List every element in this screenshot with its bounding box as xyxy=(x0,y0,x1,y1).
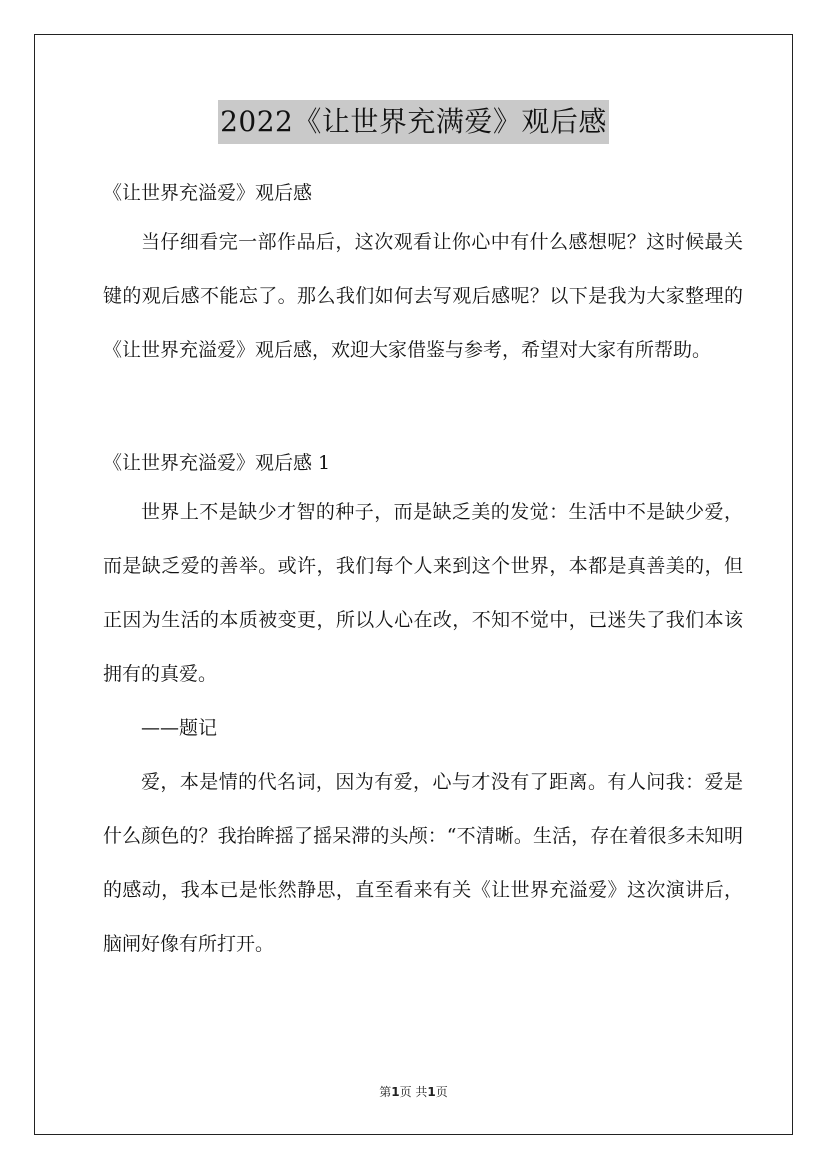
footer-page-mid: 页 共 xyxy=(399,1085,428,1099)
section1-paragraph-2: 爱，本是情的代名词，因为有爱，心与才没有了距离。有人问我：爱是什么颜色的？我抬眸摇了摇呆滞的头颅：“不清晰。生活，存在着很多未知明的感动，我本已是怅然静思，直至看来有关《让世界充溢爱》这次演讲后，脑闸好像有所打开。 xyxy=(103,771,743,955)
footer-page-number: 1 xyxy=(391,1085,400,1099)
document-body xyxy=(103,171,743,971)
intro-heading: 《让世界充溢爱》观后感 xyxy=(103,182,313,204)
blank-line xyxy=(103,377,743,431)
footer-page-total: 1 xyxy=(427,1085,436,1099)
document-title: 2022《让世界充满爱》观后感 xyxy=(218,100,609,144)
title-container xyxy=(0,100,827,144)
section1-paragraph-1: 世界上不是缺少才智的种子，而是缺乏美的发觉：生活中不是缺少爱，而是缺乏爱的善举。或许，我们每个人来到这个世界，本都是真善美的，但正因为生活的本质被变更，所以人心在改，不知不觉中，已迷失了我们本该拥有的真爱。 xyxy=(103,501,743,685)
section1-heading: 《让世界充溢爱》观后感 1 xyxy=(103,452,331,474)
section1-epigraph: ——题记 xyxy=(141,717,218,739)
footer-page-suffix: 页 xyxy=(435,1085,448,1099)
page-footer xyxy=(0,1082,827,1102)
footer-page-prefix: 第 xyxy=(379,1085,392,1099)
intro-paragraph: 当仔细看完一部作品后，这次观看让你心中有什么感想呢？这时候最关键的观后感不能忘了。那么我们如何去写观后感呢？以下是我为大家整理的《让世界充溢爱》观后感，欢迎大家借鉴与参考，希望对大家有所帮助。 xyxy=(103,231,743,361)
